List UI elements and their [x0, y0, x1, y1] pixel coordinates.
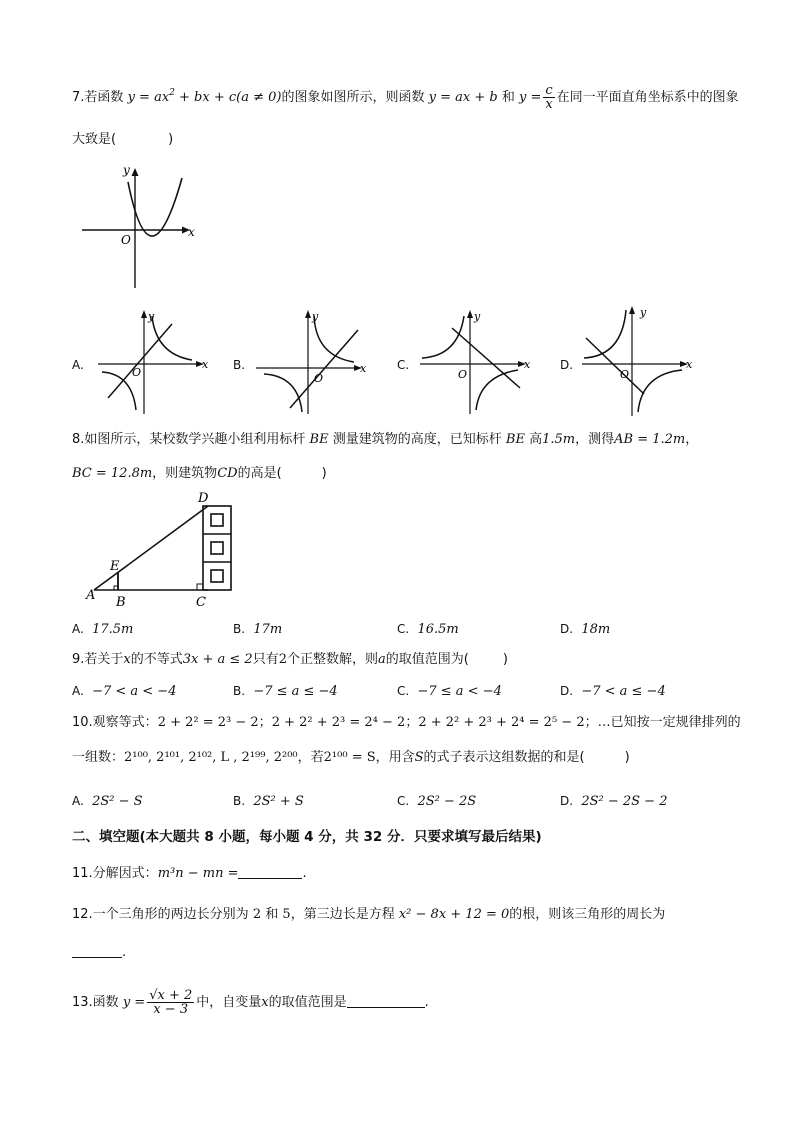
- q7-quadratic: $y = ax^2$ + bx + c(a ≠ 0): [127, 88, 282, 105]
- q8-line2: BC = 12.8m，则建筑物CD的高是( ): [72, 466, 327, 481]
- q7-a-axis-x: x: [202, 358, 209, 371]
- q9-option-b[interactable]: B. −7 ≤ a ≤ −4: [233, 684, 338, 699]
- q12-line2: .: [72, 944, 126, 962]
- q7-a-origin: O: [132, 366, 142, 379]
- q10-option-a[interactable]: A. 2S² − S: [72, 794, 143, 809]
- q7-c-axis-x: x: [524, 358, 531, 371]
- q8-option-b[interactable]: B. 17m: [233, 622, 283, 637]
- q7-option-d-graph[interactable]: [580, 302, 700, 420]
- q13-fraction: $\frac{√x + 2}{x - 3}$: [149, 988, 193, 1017]
- q7-line2: 大致是( ): [72, 132, 174, 147]
- q9-option-c[interactable]: C. −7 ≤ a < −4: [397, 684, 502, 699]
- q8-option-c[interactable]: C. 16.5m: [397, 622, 459, 637]
- q8-option-d[interactable]: D. 18m: [560, 622, 611, 637]
- q7-option-b-label[interactable]: B.: [233, 358, 246, 372]
- q10-line1: 10.观察等式：2 + 2² = 2³ − 2；2 + 2² + 2³ = 2⁴ − 2；2 + 2² + 2³ + 2⁴ = 2⁵ − 2；…已知按一定规律排列的: [72, 715, 741, 730]
- q7-option-a-label[interactable]: A.: [72, 358, 84, 372]
- q7-option-c-graph[interactable]: [418, 306, 538, 418]
- q10-line2: 一组数：2¹⁰⁰, 2¹⁰¹, 2¹⁰², L , 2¹⁹⁹, 2²⁰⁰，若2¹⁰⁰ = S，用含S的式子表示这组数据的和是( ): [72, 750, 630, 765]
- q8-line1: 8.如图所示，某校数学兴趣小组利用标杆 BE 测量建筑物的高度，已知标杆 BE 高1.5m，测得AB = 1.2m，: [72, 432, 699, 447]
- q9-option-a[interactable]: A. −7 < a < −4: [72, 684, 177, 699]
- q8-label-e: E: [110, 559, 120, 574]
- q12-answer-blank[interactable]: [72, 957, 122, 958]
- q9-stem: 9.若关于x的不等式3x + a ≤ 2只有2个正整数解，则a的取值范围为( ): [72, 652, 508, 667]
- q8-label-a: A: [86, 588, 96, 603]
- q7-linear: y = ax + b: [428, 90, 498, 105]
- q8-label-d: D: [198, 491, 209, 506]
- q11-stem: 11.分解因式：m³n − mn = .: [72, 866, 307, 881]
- q8-label-b: B: [116, 595, 126, 610]
- q7-d-axis-y: y: [640, 306, 647, 319]
- q7-option-b-graph[interactable]: [254, 306, 374, 418]
- q8-figure: [84, 486, 244, 612]
- q8-label-c: C: [196, 595, 206, 610]
- q7-b-axis-y: y: [312, 310, 319, 323]
- q7-option-c-label[interactable]: C.: [397, 358, 410, 372]
- q8-option-a[interactable]: A. 17.5m: [72, 622, 134, 637]
- q10-option-d[interactable]: D. 2S² − 2S − 2: [560, 794, 668, 809]
- q7-option-a-graph[interactable]: [94, 306, 214, 418]
- q7-fraction: $\frac{c}{x}$: [545, 83, 553, 112]
- q7-axis-y: y: [123, 163, 130, 177]
- q7-line1: 7.若函数 $y = ax^2$ + bx + c(a ≠ 0)的图象如图所示，则函数 y = ax + b 和 y = $\frac{c}{x}$ 在同一平面直角坐标系中的图象: [72, 83, 739, 112]
- q7-d-axis-x: x: [686, 358, 693, 371]
- q10-option-b[interactable]: B. 2S² + S: [233, 794, 304, 809]
- q10-option-c[interactable]: C. 2S² − 2S: [397, 794, 477, 809]
- q7-axis-x: x: [188, 225, 195, 239]
- q12-line1: 12.一个三角形的两边长分别为 2 和 5，第三边长是方程 x² − 8x + 12 = 0的根，则该三角形的周长为: [72, 907, 666, 922]
- q7-a-axis-y: y: [148, 310, 155, 323]
- q9-option-d[interactable]: D. −7 < a ≤ −4: [560, 684, 666, 699]
- q13-stem: 13.函数 y = $\frac{√x + 2}{x - 3}$ 中，自变量x的取值范围是 .: [72, 988, 429, 1017]
- q11-answer-blank[interactable]: [238, 878, 302, 879]
- section-2-heading: 二、填空题(本大题共 8 小题，每小题 4 分，共 32 分．只要求填写最后结果): [72, 829, 542, 845]
- q7-b-axis-x: x: [360, 362, 367, 375]
- q7-c-axis-y: y: [474, 310, 481, 323]
- q7-c-origin: O: [458, 368, 468, 381]
- q7-b-origin: O: [314, 372, 324, 385]
- q7-option-d-label[interactable]: D.: [560, 358, 574, 372]
- q7-parabola-graph: [78, 160, 198, 295]
- q7-d-origin: O: [620, 368, 630, 381]
- q13-answer-blank[interactable]: [347, 1007, 425, 1008]
- q7-origin: O: [121, 233, 131, 247]
